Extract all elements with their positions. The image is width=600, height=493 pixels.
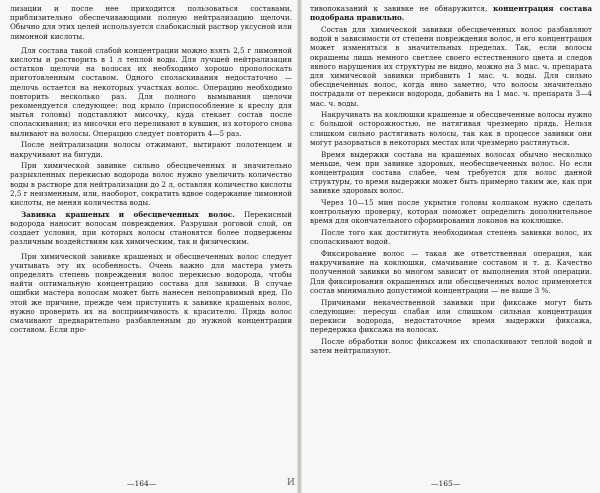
continuation-bold-text: концентрация состава подобрана правильно.: [310, 4, 592, 23]
left-page: [0, 0, 299, 493]
paragraph: Для состава такой слабой концентрации можно взять 2,5 г лимонной кислоты и растворить в 1 л теплой воды. Для лучшей нейтрализации остатков щелочи на волосах их необходимо хорошо прополоскать приготовленным составом. Одного споласкивания недостаточно — щелочь остается на некоторых участках волос. Операцию необходимо повторить несколько раз. Для полного вымывания щелочи рекомендуется следующее: под крыло (приспособление к креслу для мытья головы) подставляют мисочку, куда стекает состав после споласкивания; из мисочки его переливают в кувшин, из которого снова выливают на волосы. Операцию следует повторить 4—5 раз.: [10, 45, 292, 138]
paragraph: После обработки волос фиксажем их споласкивают теплой водой и затем нейтрализуют.: [310, 336, 592, 356]
left-text-column: [10, 4, 292, 334]
paragraph: Время выдержки состава на крашеных волосах обычно несколько меньше, чем при завивке здоровых, необесцвеченных волос. Но если концентрация состава слабее, чем требуется для волос данной структуры, то время выдержки может быть примерно таким же, как при завивке здоровых волос.: [310, 149, 592, 196]
paragraph: лизации и после нее приходится пользоваться составами, приблизительно обеспечивающими полную нейтрализацию щелочи. Обычно для этих целей используется слабокислый раствор уксусной или лимонной кислоты.: [10, 4, 292, 41]
paragraph: Состав для химической завивки обесцвеченных волос разбавляют водой в зависимости от степени повреждения волос, и его концентрация может изменяться в значительных пределах. Так, если волосы окрашены лишь немного светлее своего естественного цвета и следов явного нарушения их структуры не видно, можно на 3 мас. ч. препарата для химической завивки прибавить 1 мас. ч. воды. Для сильно обесцвеченных волос, когда явно заметно, что волосы значительно пострадали от перекиси водорода, добавить на 1 мас. ч. препарата 3—4 мас. ч. воды.: [310, 24, 592, 108]
page-number: —164—: [127, 479, 157, 488]
continuation-paragraph: [310, 4, 592, 22]
gutter-mark: И: [287, 478, 295, 488]
paragraph: При химической завивке сильно обесцвеченных и значительно разрыхленных перекисью водорода волос нужно увеличить количество воды в растворе для нейтрализации до 2 л, оставляя количество кислоты 2,5 г неизменным, или, наоборот, сократить вдвое содержание лимонной кислоты, не меняя количества воды.: [10, 161, 292, 208]
right-text-column: [310, 4, 592, 355]
page-number: —165—: [431, 479, 461, 488]
continuation-text: тивопоказаний к завивке не обнаружится,: [310, 4, 494, 13]
paragraph: Накручивать на коклюшки крашеные и обесцвеченные волосы нужно с большой осторожностью, не натягивая чрезмерно прядь. Нельзя слишком сильно растягивать волосы, так как в процессе завивки они могут разорваться в некоторых местах или чрезмерно растянуться.: [310, 110, 592, 147]
section-text: Перекисный водорода наносит волосам повреждения. Разрушая роговой слой, он создает условия, при которых волосы становятся более подвержены различным воздействиям как химическим, так и физическим.: [10, 209, 292, 247]
section-paragraph: [10, 210, 292, 247]
paragraph: После нейтрализации волосы отжимают, вытирают полотенцем и накручивают на бигуди.: [10, 140, 292, 159]
paragraph: При химической завивке крашеных и обесцвеченных волос следует учитывать эту их особенность. Очень важно для мастера уметь определять степень повреждения волос перекисью водорода, чтобы найти оптимальную концентрацию состава для завивки. В случае ошибки мастера волосам может быть нанесен непоправимый вред. По этой же причине, прежде чем приступить к завивке крашеных волос, нужно проверить их на восприимчивость к красителю. Прядь волос смачивают предварительно разбавленным до нужной концентрации составом. Если про-: [10, 251, 292, 335]
paragraph: Причинами некачественной завивки при фиксаже могут быть следующие: пересуш слабая или слишком сильная концентрация перекиси водорода, недостаточное время выдержки фиксажа, передержка фиксажа на волосах.: [310, 297, 592, 335]
paragraph: После того как достигнута необходимая степень завивки волос, их споласкивают водой.: [310, 228, 592, 247]
paragraph: Через 10—15 мин после укрытия головы колпаком нужно сделать контрольную проверку, которая поможет определить дополнительное время для окончательного сформирования локонов на коклюшке.: [310, 198, 592, 226]
section-heading: Завивка крашеных и обесцвеченных волос.: [21, 209, 235, 219]
paragraph: Фиксирование волос — такая же ответственная операция, как накручивание на коклюшки, смачивание составом и т. д. Качество полученной завивки во многом зависит от выполнения этой операции. Для фиксирования окрашенных или обесцвеченных волос применяется состав минимально допустимой концентрации — не выше 3 %.: [310, 249, 592, 295]
right-page: [301, 0, 600, 493]
